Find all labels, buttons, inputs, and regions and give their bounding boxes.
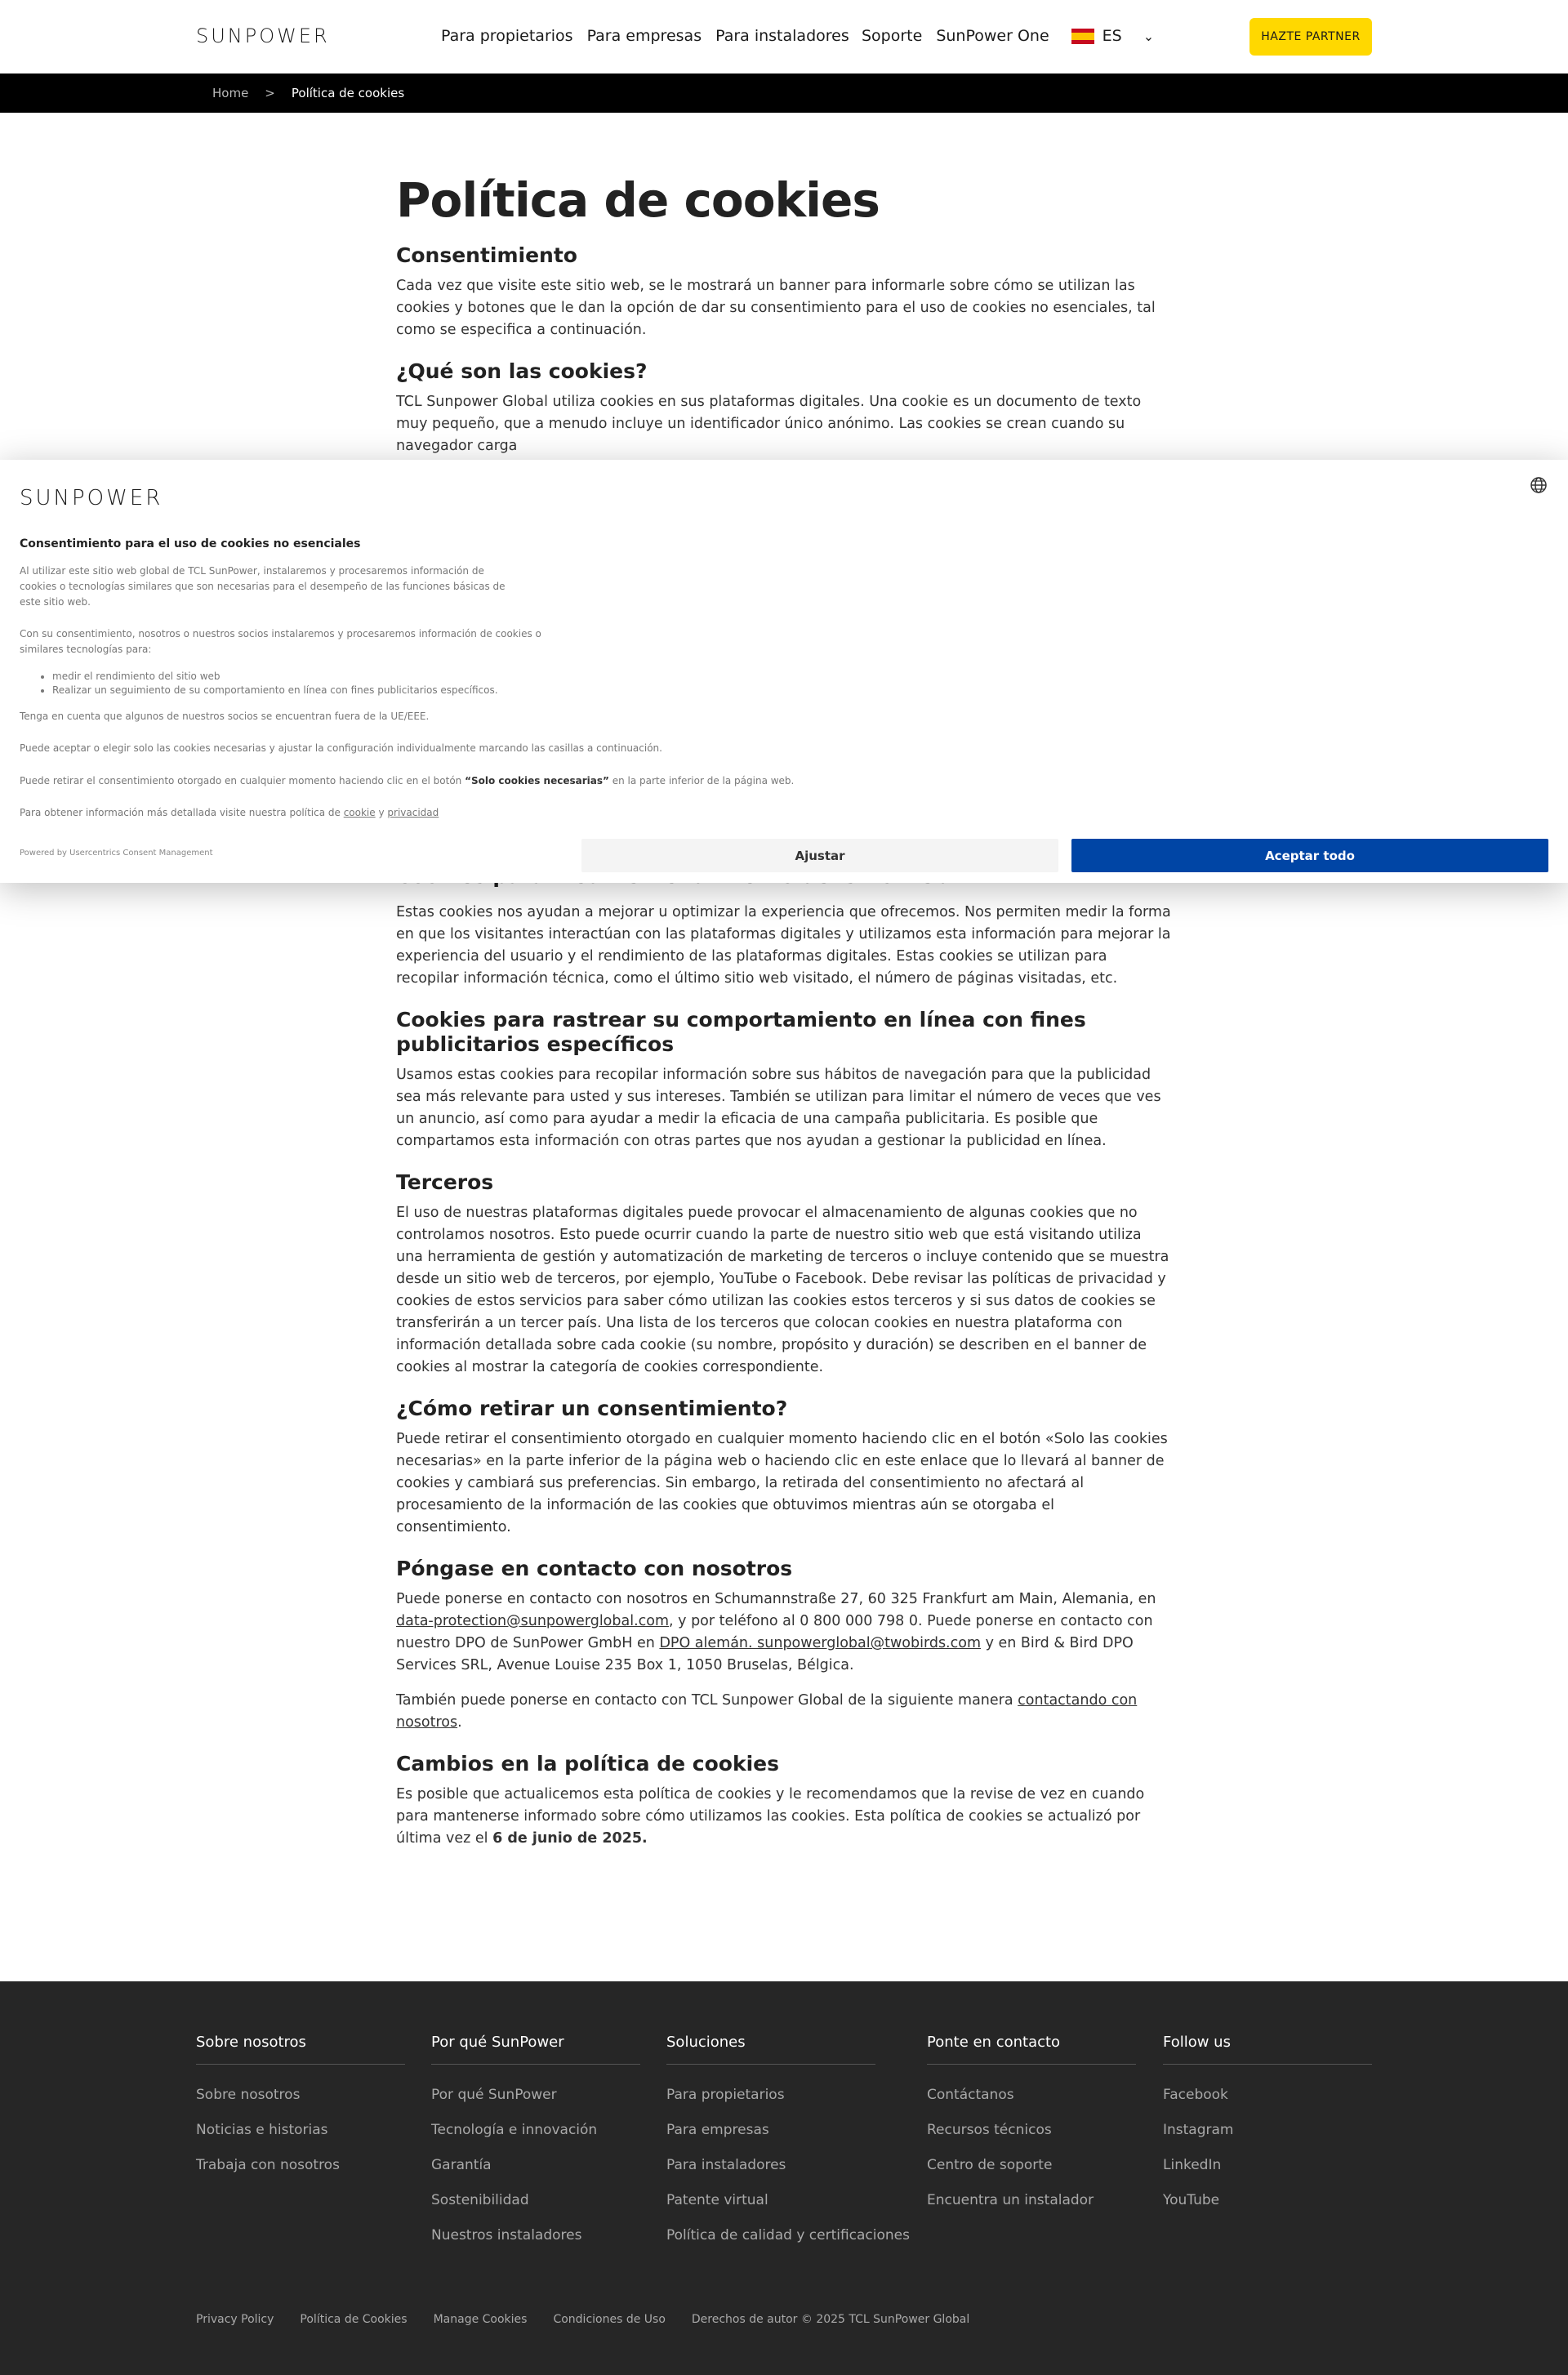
list-item: • Realizar un seguimiento de su comportamiento en línea con fines publicitarios específicos. [52, 684, 498, 697]
footer-column-about [196, 2034, 405, 2183]
nav-item-instaladores[interactable]: Para instaladores [715, 27, 849, 45]
footer-link[interactable]: Garantía [431, 2157, 492, 2173]
copyright-text: Derechos de autor © 2025 TCL SunPower Global [691, 2313, 970, 2326]
language-selector[interactable] [1071, 27, 1154, 45]
section-heading: Terceros [396, 1170, 494, 1194]
manage-cookies-link[interactable]: Manage Cookies [433, 2313, 528, 2326]
contact-text-part: , y por teléfono al 0 800 000 798 0. Puede ponerse en contacto con nuestro DPO de SunPower GmbH en [396, 1613, 1153, 1651]
accept-all-button[interactable]: Aceptar todo [1071, 839, 1548, 872]
section-text: Estas cookies nos ayudan a mejorar u optimizar la experiencia que ofrecemos. Nos permiten medir la forma en que los visitantes interactúan con las plataformas digitales y utilizamos esta información para mejorar la experiencia del usuario y el rendimiento de las plataformas digitales. Estas cookies se utilizan para recopilar información técnica, como el último sitio web visitado, el número de páginas visitadas, etc. [396, 904, 1171, 987]
footer-column-contact [927, 2034, 1136, 2218]
footer-column-social [1163, 2034, 1372, 2218]
privacy-policy-link[interactable]: privacidad [387, 807, 439, 818]
contact-text-part: . [457, 1714, 462, 1731]
banner-text-part: Puede retirar el consentimiento otorgado en cualquier momento haciendo clic en el botón [20, 775, 466, 786]
nav-item-empresas[interactable]: Para empresas [586, 27, 702, 45]
footer-link[interactable]: Recursos técnicos [927, 2122, 1052, 2138]
instagram-link[interactable]: Instagram [1163, 2122, 1234, 2138]
spain-flag-icon [1071, 29, 1094, 44]
cookie-policy-link[interactable]: cookie [343, 807, 376, 818]
linkedin-link[interactable]: LinkedIn [1163, 2157, 1222, 2173]
footer-link[interactable]: Sobre nosotros [196, 2087, 301, 2103]
changes-text [396, 1784, 1172, 1850]
section-text: Usamos estas cookies para recopilar información sobre sus hábitos de navegación para que la publicidad sea más relevante para usted y sus intereses. También se utilizan para limitar el número de veces que ves un anuncio, así como para ayudar a medir la eficacia de una campaña publicitaria. Es posible que compartamos esta información con otras partes que nos ayudan a gestionar la publicidad en línea. [396, 1067, 1161, 1149]
banner-text: Con su consentimiento, nosotros o nuestros socios instalaremos y procesaremos información de cookies o similares tecnologías para: [20, 628, 541, 655]
facebook-link[interactable]: Facebook [1163, 2087, 1228, 2103]
footer-link[interactable]: Sostenibilidad [431, 2192, 529, 2208]
nav-item-propietarios[interactable]: Para propietarios [441, 27, 573, 45]
adjust-button[interactable]: Ajustar [581, 839, 1058, 872]
footer-column-title: Sobre nosotros [196, 2034, 405, 2065]
contact-text-part: y en Bird & Bird DPO Services SRL, Avenue Louise 235 Box 1, 1050 Bruselas, Bélgica. [396, 1635, 1134, 1673]
footer-link[interactable]: Trabaja con nosotros [196, 2157, 340, 2173]
section-text: Cada vez que visite este sitio web, se le mostrará un banner para informarle sobre cómo se utilizan las cookies y botones que le dan la opción de dar su consentimiento para el uso de cookies no esenciales, tal como se especifica a continuación. [396, 277, 1156, 338]
privacy-policy-footer-link[interactable]: Privacy Policy [196, 2313, 274, 2326]
footer-column-title: Ponte en contacto [927, 2034, 1136, 2065]
footer-link[interactable]: Centro de soporte [927, 2157, 1053, 2173]
footer-column-why [431, 2034, 640, 2253]
footer-column-title: Soluciones [666, 2034, 875, 2065]
banner-purpose-list [52, 670, 498, 697]
dpo-email-link[interactable]: DPO alemán. sunpowerglobal@twobirds.com [659, 1635, 981, 1651]
partner-button[interactable]: HAZTE PARTNER [1250, 18, 1372, 56]
section-heading: Consentimiento [396, 243, 577, 267]
contact-text-part: Puede ponerse en contacto con nosotros en Schumannstraße 27, 60 325 Frankfurt am Main, Alemania, en [396, 1591, 1156, 1607]
globe-icon[interactable] [1530, 476, 1548, 499]
breadcrumb [0, 74, 1568, 113]
section-text: El uso de nuestras plataformas digitales puede provocar el almacenamiento de algunas cookies que no controlamos nosotros. Esto puede ocurrir cuando la parte de nuestro sitio web que está visitando utiliza una herramienta de gestión y automatización de marketing de terceros o incluye contenido que se muestra desde un sitio web de terceros, por ejemplo, YouTube o Facebook. Debe revisar las políticas de privacidad y cookies de estos servicios para saber cómo utilizan las cookies estos terceros y si sus datos de cookies se transferirán a un tercer país. Una lista de los terceros que colocan cookies en nuestra plataforma con información detallada sobre cada cookie (su nombre, propósito y duración) se describen en el banner de cookies al mostrar la categoría de cookies correspondiente. [396, 1205, 1169, 1375]
banner-logo: SUNPOWER [20, 486, 163, 510]
footer-link[interactable]: Noticias e historias [196, 2122, 328, 2138]
list-item: • medir el rendimiento del sitio web [52, 670, 498, 684]
site-header [0, 0, 1568, 74]
main-nav [441, 27, 849, 45]
changes-heading: Cambios en la política de cookies [396, 1752, 779, 1776]
chevron-down-icon: ⌄ [1143, 28, 1155, 44]
footer-link[interactable]: Para propietarios [666, 2087, 785, 2103]
contact-us-link[interactable]: contactando con nosotros [396, 1692, 1138, 1731]
banner-heading: Consentimiento para el uso de cookies no esenciales [20, 537, 361, 550]
cookie-banner [0, 460, 1568, 883]
footer-link[interactable]: Política de calidad y certificaciones [666, 2227, 910, 2244]
last-updated-date: 6 de junio de 2025. [492, 1830, 648, 1847]
contact-text-2 [396, 1690, 1172, 1734]
changes-text-part: Es posible que actualicemos esta política de cookies y le recomendamos que la revise de vez en cuando para mantenerse informado sobre cómo utilizamos las cookies. Esta política de cookies se actualizó por última vez el [396, 1786, 1145, 1847]
powered-by-link[interactable]: Powered by Usercentrics Consent Management [20, 849, 213, 858]
footer-link[interactable]: Patente virtual [666, 2192, 768, 2208]
section-heading: ¿Qué son las cookies? [396, 359, 648, 383]
section-heading: ¿Cómo retirar un consentimiento? [396, 1397, 788, 1420]
footer-link[interactable]: Contáctanos [927, 2087, 1014, 2103]
banner-text-part: Para obtener información más detallada visite nuestra política de [20, 807, 344, 818]
footer-bottom-bar [196, 2313, 969, 2326]
banner-text-bold: “Solo cookies necesarias” [465, 775, 609, 786]
banner-text [20, 805, 439, 821]
banner-text: Puede aceptar o elegir solo las cookies necesarias y ajustar la configuración individualmente marcando las casillas a continuación. [20, 742, 662, 754]
breadcrumb-current: Política de cookies [291, 86, 405, 100]
section-text: Puede retirar el consentimiento otorgado en cualquier momento haciendo clic en el botón «Solo las cookies necesarias» en la parte inferior de la página web o haciendo clic en este enlace que lo llevará al banner de cookies y cambiará sus preferencias. Sin embargo, la retirada del consentimiento no afectará al procesamiento de la información de las cookies que obtuvimos mientras aún se otorgaba el consentimiento. [396, 1431, 1168, 1535]
secondary-nav [862, 27, 1154, 45]
footer-link[interactable]: Por qué SunPower [431, 2087, 557, 2103]
banner-text-part: y [375, 807, 388, 818]
footer-column-solutions [666, 2034, 910, 2253]
data-protection-email-link[interactable]: data-protection@sunpowerglobal.com [396, 1613, 670, 1629]
contact-text [396, 1589, 1172, 1677]
page-title: Política de cookies [396, 172, 880, 228]
footer-link[interactable]: Tecnología e innovación [431, 2122, 598, 2138]
footer-link[interactable]: Para instaladores [666, 2157, 786, 2173]
nav-item-sunpower-one[interactable]: SunPower One [936, 27, 1049, 45]
youtube-link[interactable]: YouTube [1163, 2192, 1220, 2208]
cookie-policy-footer-link[interactable]: Política de Cookies [300, 2313, 408, 2326]
footer-link[interactable]: Encuentra un instalador [927, 2192, 1094, 2208]
terms-link[interactable]: Condiciones de Uso [553, 2313, 666, 2326]
contact-heading: Póngase en contacto con nosotros [396, 1557, 793, 1580]
sunpower-logo[interactable]: SUNPOWER [196, 25, 330, 47]
banner-text [20, 773, 794, 789]
breadcrumb-home[interactable]: Home [212, 86, 249, 100]
banner-text: Tenga en cuenta que algunos de nuestros socios se encuentran fuera de la UE/EEE. [20, 711, 430, 722]
section-heading: Cookies para rastrear su comportamiento en línea con fines publicitarios específicos [396, 1008, 1086, 1056]
footer-column-title: Por qué SunPower [431, 2034, 640, 2065]
banner-text-part: en la parte inferior de la página web. [608, 775, 795, 786]
breadcrumb-separator: > [265, 86, 275, 100]
footer-link[interactable]: Nuestros instaladores [431, 2227, 582, 2244]
nav-item-soporte[interactable]: Soporte [862, 27, 923, 45]
section-text: TCL Sunpower Global utiliza cookies en sus plataformas digitales. Una cookie es un documento de texto muy pequeño, que a menudo incluye un identificador único anónimo. Las cookies se crean cuando su navegador carga [396, 393, 1142, 454]
language-code: ES [1102, 27, 1122, 45]
banner-text: Al utilizar este sitio web global de TCL SunPower, instalaremos y procesaremos información de cookies o tecnologías similares que son necesarias para el desempeño de las funciones básicas de este sitio web. [20, 565, 506, 608]
contact-text-part: También puede ponerse en contacto con TCL Sunpower Global de la siguiente manera [396, 1692, 1018, 1709]
site-footer [0, 1981, 1568, 2375]
footer-column-title: Follow us [1163, 2034, 1372, 2065]
footer-link[interactable]: Para empresas [666, 2122, 769, 2138]
